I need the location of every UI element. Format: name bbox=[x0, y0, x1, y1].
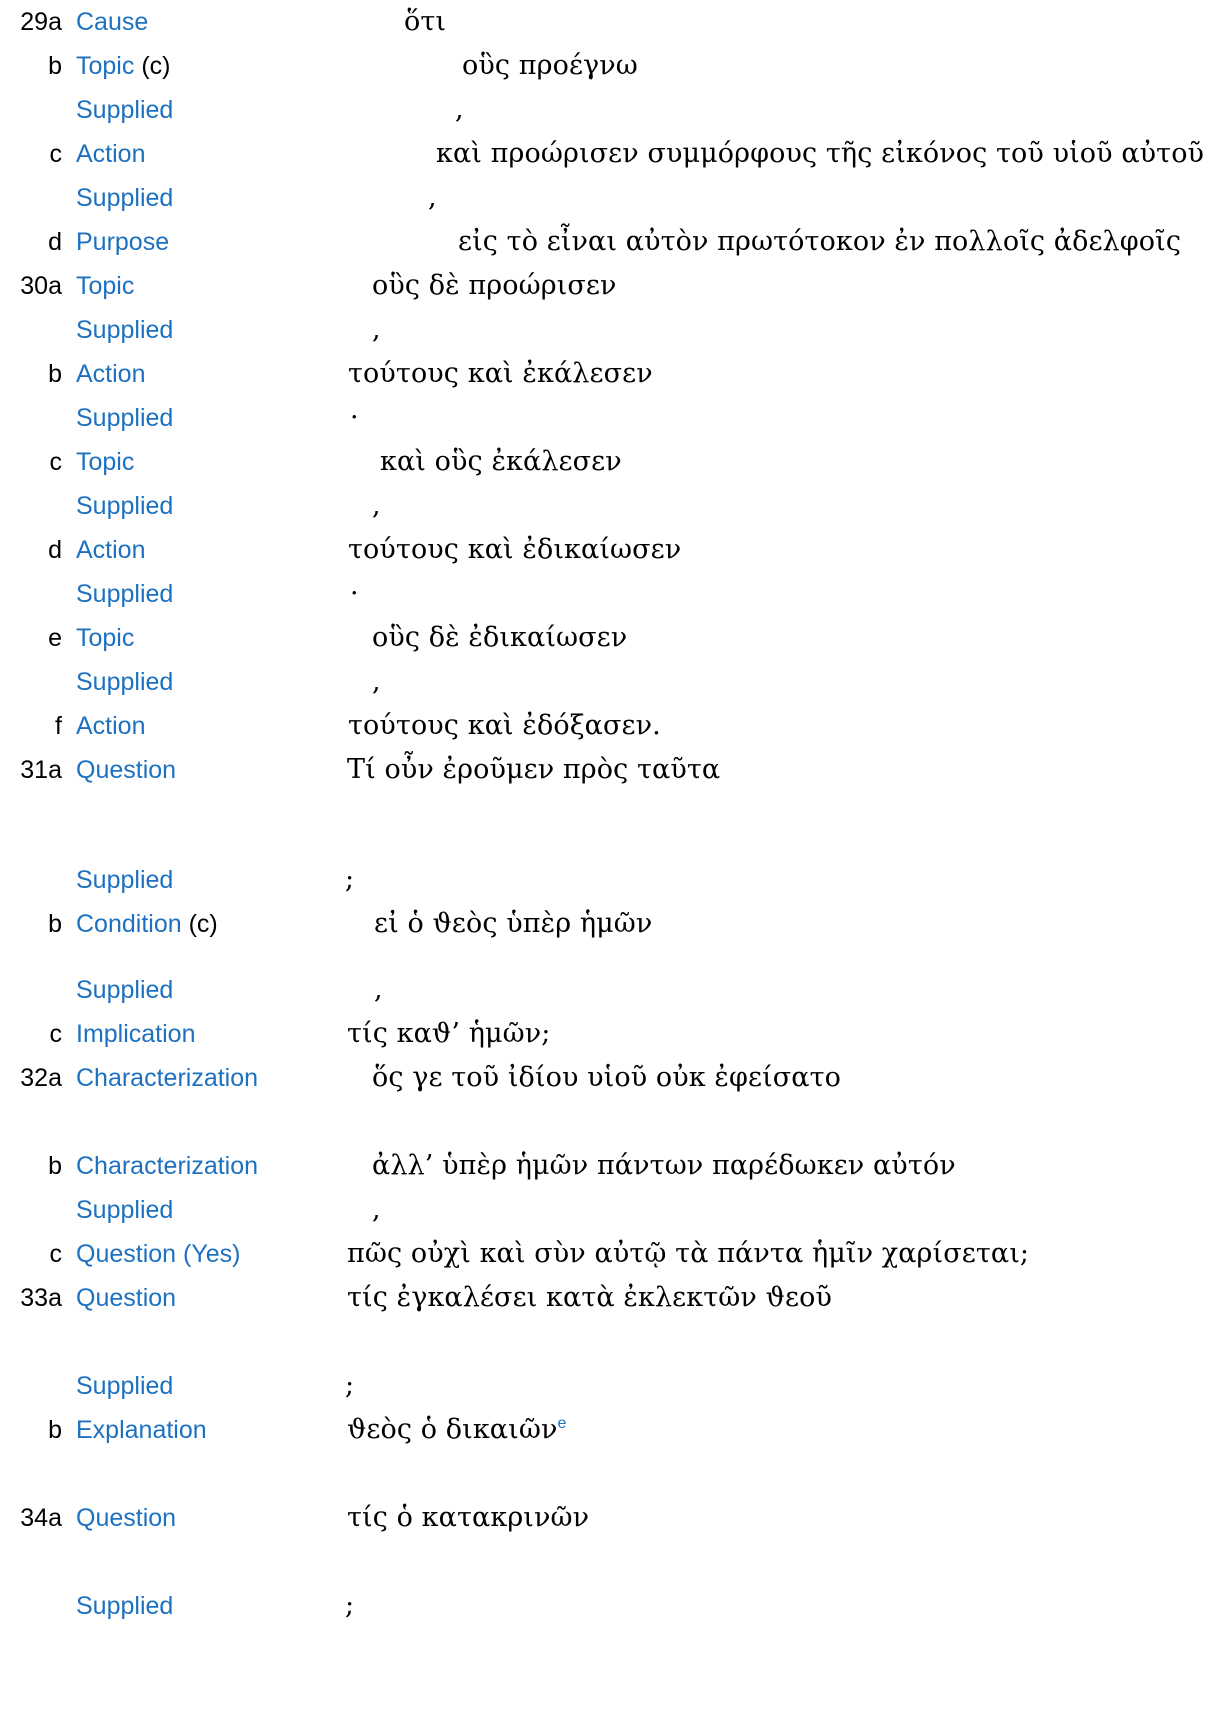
function-label-text: Cause bbox=[76, 8, 149, 36]
greek-text-content: · bbox=[350, 402, 359, 433]
function-label-text: Supplied bbox=[76, 1372, 174, 1400]
verse-reference: 31a bbox=[20, 756, 62, 784]
greek-text-content: τίς ἐγκαλέσει κατὰ ἐκλεκτῶν ϑεοῦ bbox=[347, 1282, 832, 1313]
function-label bbox=[76, 704, 145, 748]
verse-reference: b bbox=[48, 1416, 62, 1444]
function-label bbox=[76, 264, 134, 308]
analysis-row bbox=[0, 220, 1220, 264]
greek-text-content: , bbox=[372, 314, 381, 345]
function-label-text: Topic bbox=[76, 52, 135, 80]
verse-reference: d bbox=[48, 536, 62, 564]
function-label-text: Question bbox=[76, 1240, 177, 1268]
verse-reference: 34a bbox=[20, 1504, 62, 1532]
greek-text-content: τούτους καὶ ἐδικαίωσεν bbox=[348, 534, 682, 565]
function-label bbox=[76, 748, 176, 792]
greek-text bbox=[372, 1144, 956, 1188]
function-label-text: Supplied bbox=[76, 184, 174, 212]
section-spacer bbox=[0, 792, 1220, 858]
greek-text bbox=[404, 0, 446, 44]
function-label bbox=[76, 440, 134, 484]
function-label bbox=[76, 1012, 196, 1056]
greek-text bbox=[462, 44, 638, 88]
function-label bbox=[76, 660, 173, 704]
analysis-row bbox=[0, 858, 1220, 902]
supplied-punctuation bbox=[372, 484, 381, 528]
analysis-row bbox=[0, 44, 1220, 88]
analysis-row bbox=[0, 0, 1220, 44]
function-label bbox=[76, 1364, 173, 1408]
function-label-text: Question bbox=[76, 756, 177, 784]
function-label bbox=[76, 352, 145, 396]
greek-text bbox=[380, 440, 622, 484]
verse-reference: b bbox=[48, 52, 62, 80]
greek-text bbox=[347, 1012, 550, 1056]
function-label-text: Supplied bbox=[76, 976, 174, 1004]
greek-text bbox=[348, 704, 661, 748]
supplied-punctuation bbox=[350, 572, 359, 616]
greek-text-content: οὓς προέγνω bbox=[462, 50, 638, 81]
function-label-text: Supplied bbox=[76, 492, 174, 520]
function-label-qualifier: (Yes) bbox=[176, 1240, 241, 1268]
greek-text-content: , bbox=[372, 490, 381, 521]
verse-reference: b bbox=[48, 1152, 62, 1180]
greek-text-content: , bbox=[372, 1194, 381, 1225]
greek-text-content: ; bbox=[345, 864, 355, 895]
function-label bbox=[76, 968, 173, 1012]
greek-text-content: εἰ ὁ ϑεὸς ὑπὲρ ἡμῶν bbox=[374, 908, 653, 939]
function-label-text: Supplied bbox=[76, 866, 174, 894]
greek-text bbox=[374, 902, 652, 946]
function-label-text: Characterization bbox=[76, 1064, 259, 1092]
analysis-row bbox=[0, 1364, 1220, 1408]
analysis-row bbox=[0, 660, 1220, 704]
function-label bbox=[76, 1584, 173, 1628]
function-label-text: Supplied bbox=[76, 1592, 174, 1620]
function-label bbox=[76, 1144, 258, 1188]
analysis-row bbox=[0, 1012, 1220, 1056]
supplied-punctuation bbox=[455, 88, 464, 132]
greek-text-content: ; bbox=[345, 1370, 355, 1401]
analysis-row bbox=[0, 1496, 1220, 1540]
analysis-row bbox=[0, 1408, 1220, 1452]
function-label-text: Action bbox=[76, 360, 146, 388]
greek-text bbox=[436, 132, 1204, 176]
function-label bbox=[76, 176, 173, 220]
function-label bbox=[76, 88, 173, 132]
analysis-row bbox=[0, 1144, 1220, 1188]
greek-text-content: τούτους καὶ ἐκάλεσεν bbox=[348, 358, 653, 389]
verse-reference: c bbox=[49, 1020, 62, 1048]
greek-text bbox=[348, 528, 681, 572]
greek-text bbox=[372, 616, 627, 660]
analysis-row bbox=[0, 1188, 1220, 1232]
analysis-row bbox=[0, 176, 1220, 220]
greek-text-content: ὅς γε τοῦ ἰδίου υἱοῦ οὐκ ἐφείσατο bbox=[372, 1062, 842, 1093]
greek-text-content: Τί οὖν ἐροῦμεν πρὸς ταῦτα bbox=[347, 754, 721, 785]
greek-text bbox=[347, 1276, 832, 1320]
analysis-row bbox=[0, 484, 1220, 528]
verse-reference: e bbox=[48, 624, 62, 652]
greek-text bbox=[372, 264, 616, 308]
supplied-punctuation bbox=[350, 396, 359, 440]
function-label bbox=[76, 308, 173, 352]
function-label-text: Topic bbox=[76, 448, 135, 476]
function-label bbox=[76, 44, 170, 88]
function-label bbox=[76, 484, 173, 528]
supplied-punctuation bbox=[345, 858, 354, 902]
greek-text-content: ἀλλ’ ὑπὲρ ἡμῶν πάντων παρέδωκεν αὐτόν bbox=[372, 1150, 956, 1181]
greek-text-content: τίς καϑ’ ἡμῶν; bbox=[347, 1018, 551, 1049]
function-label bbox=[76, 858, 173, 902]
greek-text-content: εἰς τὸ εἶναι αὐτὸν πρωτότοκον ἐν πολλοῖς ἀδελφοῖς bbox=[458, 226, 1182, 257]
analysis-row bbox=[0, 132, 1220, 176]
analysis-row bbox=[0, 1056, 1220, 1100]
function-label-text: Explanation bbox=[76, 1416, 207, 1444]
greek-text-content: ὅτι bbox=[404, 6, 447, 37]
greek-text bbox=[372, 1056, 841, 1100]
function-label-text: Supplied bbox=[76, 668, 174, 696]
function-label-text: Supplied bbox=[76, 580, 174, 608]
supplied-punctuation bbox=[374, 968, 383, 1012]
function-label-text: Action bbox=[76, 712, 146, 740]
greek-text bbox=[347, 1232, 1029, 1276]
supplied-punctuation bbox=[345, 1584, 354, 1628]
function-label bbox=[76, 1188, 173, 1232]
greek-text-content: καὶ οὓς ἐκάλεσεν bbox=[380, 446, 622, 477]
function-label bbox=[76, 0, 148, 44]
function-label-text: Topic bbox=[76, 624, 135, 652]
analysis-row bbox=[0, 88, 1220, 132]
function-label bbox=[76, 902, 218, 946]
analysis-row bbox=[0, 308, 1220, 352]
function-label-text: Supplied bbox=[76, 316, 174, 344]
verse-reference: 32a bbox=[20, 1064, 62, 1092]
function-label-text: Action bbox=[76, 536, 146, 564]
function-label bbox=[76, 616, 134, 660]
footnote-marker: e bbox=[557, 1415, 567, 1432]
verse-reference: 33a bbox=[20, 1284, 62, 1312]
function-label-text: Supplied bbox=[76, 1196, 174, 1224]
greek-text-content: , bbox=[428, 182, 437, 213]
verse-reference: 30a bbox=[20, 272, 62, 300]
greek-text bbox=[347, 1408, 566, 1452]
section-spacer bbox=[0, 1320, 1220, 1364]
function-label bbox=[76, 1056, 258, 1100]
function-label-qualifier: (c) bbox=[181, 910, 218, 938]
function-label-text: Question bbox=[76, 1284, 177, 1312]
section-spacer bbox=[0, 1100, 1220, 1144]
supplied-punctuation bbox=[372, 1188, 381, 1232]
section-spacer bbox=[0, 1452, 1220, 1496]
greek-text bbox=[348, 352, 653, 396]
function-label-text: Question bbox=[76, 1504, 177, 1532]
function-label bbox=[76, 1496, 176, 1540]
function-label-text: Implication bbox=[76, 1020, 196, 1048]
supplied-punctuation bbox=[345, 1364, 354, 1408]
function-label bbox=[76, 220, 169, 264]
verse-reference: c bbox=[49, 448, 62, 476]
verse-reference: c bbox=[49, 140, 62, 168]
function-label bbox=[76, 132, 145, 176]
supplied-punctuation bbox=[372, 308, 381, 352]
greek-text bbox=[347, 1496, 589, 1540]
greek-text-content: οὓς δὲ προώρισεν bbox=[372, 270, 617, 301]
function-label-text: Action bbox=[76, 140, 146, 168]
greek-text bbox=[458, 220, 1181, 264]
greek-text-content: ; bbox=[345, 1590, 355, 1621]
function-label bbox=[76, 528, 145, 572]
section-spacer bbox=[0, 946, 1220, 968]
verse-reference: b bbox=[48, 360, 62, 388]
function-label-text: Purpose bbox=[76, 228, 170, 256]
greek-text-content: ϑεὸς ὁ δικαιῶν bbox=[347, 1414, 558, 1445]
analysis-row bbox=[0, 704, 1220, 748]
function-label bbox=[76, 1276, 176, 1320]
function-label-text: Supplied bbox=[76, 404, 174, 432]
analysis-row bbox=[0, 528, 1220, 572]
greek-text-content: , bbox=[374, 974, 383, 1005]
function-label-text: Characterization bbox=[76, 1152, 259, 1180]
supplied-punctuation bbox=[372, 660, 381, 704]
function-label-text: Condition bbox=[76, 910, 182, 938]
analysis-row bbox=[0, 440, 1220, 484]
greek-text-content: οὓς δὲ ἐδικαίωσεν bbox=[372, 622, 628, 653]
greek-text bbox=[347, 748, 720, 792]
analysis-row bbox=[0, 572, 1220, 616]
verse-reference: 29a bbox=[20, 8, 62, 36]
greek-text-content: πῶς οὐχὶ καὶ σὺν αὐτῷ τὰ πάντα ἡμῖν χαρίσεται; bbox=[347, 1238, 1030, 1269]
analysis-row bbox=[0, 748, 1220, 792]
analysis-row bbox=[0, 1584, 1220, 1628]
function-label-text: Topic bbox=[76, 272, 135, 300]
greek-text-content: · bbox=[350, 578, 359, 609]
function-label-text: Supplied bbox=[76, 96, 174, 124]
supplied-punctuation bbox=[428, 176, 437, 220]
verse-reference: b bbox=[48, 910, 62, 938]
section-spacer bbox=[0, 1540, 1220, 1584]
verse-reference: f bbox=[55, 712, 62, 740]
analysis-row bbox=[0, 902, 1220, 946]
verse-reference: d bbox=[48, 228, 62, 256]
analysis-row bbox=[0, 264, 1220, 308]
analysis-row bbox=[0, 1276, 1220, 1320]
analysis-row bbox=[0, 616, 1220, 660]
function-label-qualifier: (c) bbox=[134, 52, 171, 80]
analysis-row bbox=[0, 1232, 1220, 1276]
analysis-row bbox=[0, 396, 1220, 440]
verse-reference: c bbox=[49, 1240, 62, 1268]
analysis-row bbox=[0, 968, 1220, 1012]
function-label bbox=[76, 1232, 240, 1276]
function-label bbox=[76, 1408, 207, 1452]
greek-text-content: τούτους καὶ ἐδόξασεν. bbox=[348, 710, 661, 741]
greek-text-content: , bbox=[455, 94, 464, 125]
analysis-row bbox=[0, 352, 1220, 396]
function-label bbox=[76, 396, 173, 440]
greek-text-content: , bbox=[372, 666, 381, 697]
greek-text-content: καὶ προώρισεν συμμόρφους τῆς εἰκόνος τοῦ υἱοῦ αὐτοῦ bbox=[436, 138, 1205, 169]
greek-text-content: τίς ὁ κατακρινῶν bbox=[347, 1502, 590, 1533]
function-label bbox=[76, 572, 173, 616]
